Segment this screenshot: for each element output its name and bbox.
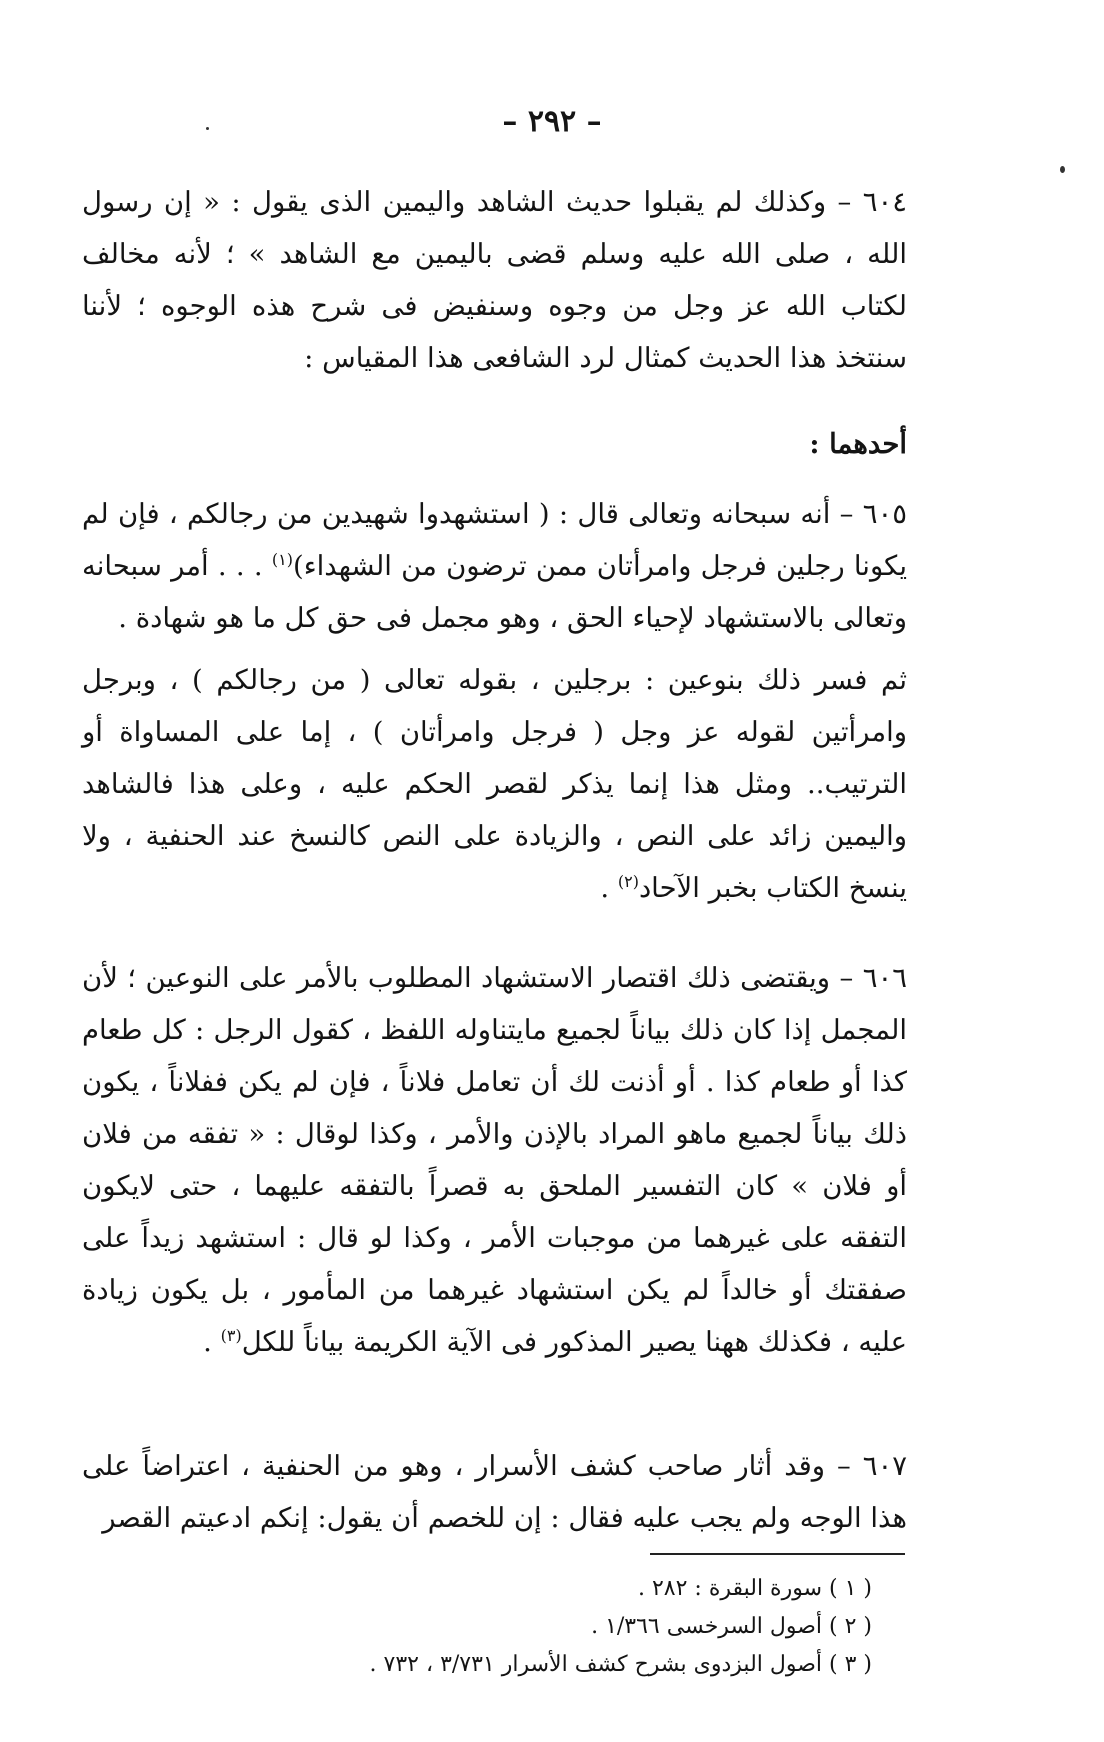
paragraph-605-continued xyxy=(82,654,907,914)
footnote-ref-2: (٢) xyxy=(617,871,639,891)
paragraph-605-tail: . . . أمر سبحانه وتعالى بالاستشهاد لإحياء الحق ، وهو مجمل فى حق كل ما هو شهادة . xyxy=(82,550,907,634)
footnote-3: ( ٣ ) أصول البزدوى بشرح كشف الأسرار ٣/٧٣١ ، ٧٣٢ . xyxy=(369,1652,872,1677)
footnote-divider xyxy=(650,1553,905,1555)
footnote-2: ( ٢ ) أصول السرخسى ١/٣٦٦ . xyxy=(591,1614,872,1639)
paragraph-604 xyxy=(82,176,907,384)
paragraph-606-tail: . xyxy=(203,1326,221,1358)
paragraph-605 xyxy=(82,488,907,644)
section-heading xyxy=(82,418,907,470)
paragraph-607-text: ٦٠٧ – وقد أثار صاحب كشف الأسرار ، وهو من الحنفية ، اعتراضاً على هذا الوجه ولم يجب عليه فقال : إن للخصم أن يقول: إنكم ادعيتم القصر xyxy=(82,1450,907,1534)
page-number: – ٢٩٢ – xyxy=(502,104,602,139)
footnote-ref-1: (١) xyxy=(271,549,293,569)
section-heading-text: أحدهما : xyxy=(809,428,907,460)
paragraph-605-continued-text xyxy=(82,654,907,914)
paragraph-605-continued-main: ثم فسر ذلك بنوعين : برجلين ، بقوله تعالى ( من رجالكم ) ، وبرجل وامرأتين لقوله عز وجل ( فرجل وامرأتان ) ، إما على المساواة أو الترتيب.. ومثل هذا إنما يذكر لقصر الحكم عليه ، وعلى هذا فالشاهد واليمين زائد على النص ، والزيادة على النص كالنسخ عند الحنفية ، ولا ينسخ الكتاب بخبر الآحاد xyxy=(82,664,907,904)
paragraph-605-main: ٦٠٥ – أنه سبحانه وتعالى قال : ( استشهدوا شهيدين من رجالكم ، فإن لم يكونا رجلين فرجل وامرأتان ممن ترضون من الشهداء) xyxy=(82,498,907,582)
paragraph-607 xyxy=(82,1440,907,1544)
paragraph-606-main: ٦٠٦ – ويقتضى ذلك اقتصار الاستشهاد المطلوب بالأمر على النوعين ؛ لأن المجمل إذا كان ذلك بياناً لجميع مايتناوله اللفظ ، كقول الرجل : كل طعام كذا أو طعام كذا . أو أذنت لك أن تعامل فلاناً ، فإن لم يكن ففلاناً ، يكون ذلك بياناً لجميع ماهو المراد بالإذن والأمر ، وكذا لوقال : « تفقه من فلان أو فلان » كان التفسير الملحق به قصراً بالتفقه عليهما ، حتى لايكون التفقه على غيرهما من موجبات الأمر ، وكذا لو قال : استشهد زيداً على صفقتك أو خالداً لم يكن استشهاد غيرهما من المأمور ، بل يكون زيادة عليه ، فكذلك ههنا يصير المذكور فى الآية الكريمة بياناً للكل xyxy=(82,962,907,1358)
footnotes xyxy=(82,1570,872,1684)
scan-speck xyxy=(1060,166,1065,173)
paragraph-606-text xyxy=(82,952,907,1368)
scan-speck xyxy=(206,127,209,130)
paragraph-605-continued-tail: . xyxy=(600,872,618,904)
paragraph-605-text xyxy=(82,488,907,644)
paragraph-604-text: ٦٠٤ – وكذلك لم يقبلوا حديث الشاهد واليمين الذى يقول : « إن رسول الله ، صلى الله عليه وسلم قضى باليمين مع الشاهد » ؛ لأنه مخالف لكتاب الله عز وجل من وجوه وسنفيض فى شرح هذه الوجوه ؛ لأننا سنتخذ هذا الحديث كمثال لرد الشافعى هذا المقياس : xyxy=(82,186,907,374)
footnote-1: ( ١ ) سورة البقرة : ٢٨٢ . xyxy=(637,1576,872,1601)
paragraph-606 xyxy=(82,952,907,1368)
footnote-ref-3: (٣) xyxy=(220,1325,242,1345)
